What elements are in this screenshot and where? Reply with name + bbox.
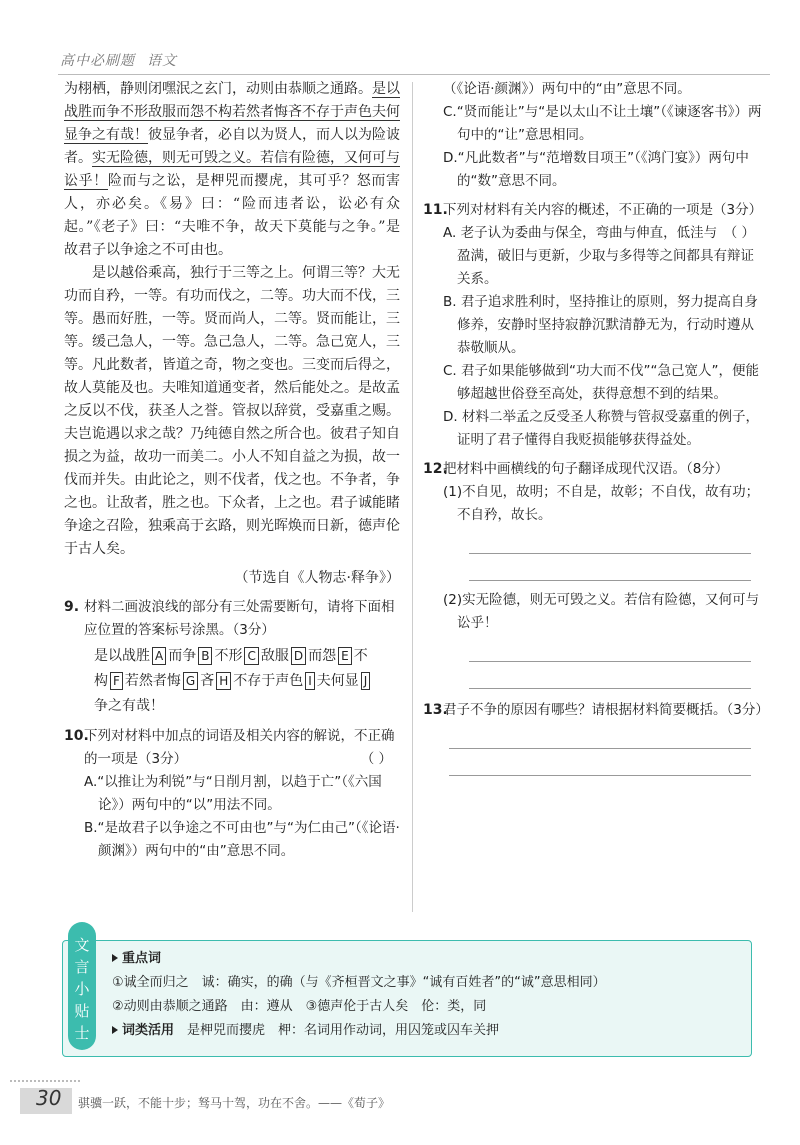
answer-box-d[interactable]: D bbox=[291, 647, 306, 665]
question-11 bbox=[423, 199, 763, 241]
running-header bbox=[60, 50, 177, 70]
sentence-fragment: 夫何显 bbox=[316, 673, 359, 689]
punctuation-choice-sentence bbox=[94, 644, 400, 719]
answer-box-h[interactable]: H bbox=[216, 672, 231, 690]
sentence-fragment: 构 bbox=[94, 673, 108, 689]
option-a[interactable]: A.“以推让为利锐”与“日削月割，以趋于亡”（《六国论》）两句中的“以”用法不同。 bbox=[84, 774, 382, 813]
answer-line[interactable] bbox=[469, 662, 751, 689]
right-column bbox=[423, 78, 769, 776]
sentence-fragment: 而怨 bbox=[308, 648, 337, 664]
passage-source: （节选自《人物志·释争》） bbox=[234, 570, 400, 586]
option-c[interactable]: C. 君子如果能够做到“功大而不伐”“急己宽人”，便能够超越世俗登至高处，获得意想不到的结果。 bbox=[443, 363, 759, 402]
option-b[interactable]: B. 君子追求胜利时，坚持推让的原则，努力提高自身修养，安静时坚持寂静沉默清静无为，行动时遵从恭敬顺从。 bbox=[443, 294, 758, 356]
passage-paragraph-1 bbox=[64, 78, 400, 262]
page-number: 30 bbox=[36, 1086, 62, 1110]
tips-item: ②动则由恭顺之通路 由：遵从 ③德声伦于古人矣 伦：类，同 bbox=[112, 999, 487, 1014]
answer-box-g[interactable]: G bbox=[183, 672, 198, 690]
passage-text: 彼显争者，必自以为贤人，而人以为险诐者。 bbox=[64, 127, 400, 166]
question-text: 材料二画波浪线的部分有三处需要断句，请将下面相应位置的答案标号涂黑。（3分） bbox=[84, 599, 395, 638]
tips-item: ①诚全而归之 诚：确实，的确（与《齐桓晋文之事》“诚有百姓者”的“诚”意思相同） bbox=[112, 975, 606, 990]
answer-box-e[interactable]: E bbox=[338, 647, 352, 665]
sentence-fragment: 争之有哉！ bbox=[94, 698, 164, 714]
question-number: 13. bbox=[423, 702, 448, 718]
header-rule bbox=[58, 74, 770, 75]
question-10 bbox=[64, 725, 400, 771]
question-9 bbox=[64, 596, 400, 719]
passage-paragraph-2: 是以越俗乘高，独行于三等之上。何谓三等？大无功而自矜，一等。有功而伐之，二等。功大而不伐，三等。愚而好胜，一等。贤而尚人，二等。贤而能让，三等。缓己急人，一等。急己急人，二等。急己宽人，三等。凡此数者，皆道之奇，物之变也。三变而后得之，故人莫能及也。夫唯知道通变者，然后能处之。是故孟之反以不伐，获圣人之誉。管叔以辞赏，受嘉重之赐。夫岂诡遇以求之哉？乃纯德自然之所合也。彼君子知自损之为益，故功一而美二。小人不知自益之为损，故一伐而并失。由此论之，则不伐者，伐之也。不争者，争之也。让敌者，胜之也。下众者，上之也。君子诚能睹争途之召险，独乘高于玄路，则光晖焕而日新，德声伦于古人矣。 bbox=[64, 265, 400, 557]
question-number: 11. bbox=[423, 202, 448, 218]
left-column bbox=[64, 78, 401, 859]
sub-question-2: (2)实无险德，则无可毁之义。若信有险德，又何可与讼乎！ bbox=[443, 592, 760, 631]
sentence-fragment: 不存于声色 bbox=[233, 673, 304, 689]
sentence-fragment: 吝 bbox=[200, 673, 215, 689]
answer-line[interactable] bbox=[449, 722, 751, 749]
answer-line[interactable] bbox=[449, 749, 751, 776]
tips-item: 是柙兕而撄虎 柙：名词用作动词，用囚笼或囚车关押 bbox=[187, 1023, 500, 1038]
question-number: 10. bbox=[64, 728, 89, 744]
answer-box-j[interactable]: J bbox=[361, 672, 371, 690]
question-number: 12. bbox=[423, 461, 448, 477]
answer-paren[interactable]: （ ） bbox=[723, 225, 755, 241]
question-text: 下列对材料中加点的词语及相关内容的解说，不正确的一项是（3分） bbox=[84, 728, 395, 767]
answer-box-c[interactable]: C bbox=[244, 647, 258, 665]
question-13 bbox=[423, 699, 769, 722]
triangle-icon bbox=[112, 1026, 118, 1034]
answer-box-i[interactable]: I bbox=[305, 672, 315, 690]
sentence-fragment: 是以战胜 bbox=[94, 648, 150, 664]
wavy-underlined-sentence: 是以战胜而争不形敌服而怨不构若然者悔吝不存于声色夫何显争之有哉！ bbox=[64, 81, 400, 143]
option-d[interactable]: D. 材料二举孟之反受圣人称赞与管叔受嘉重的例子，证明了君子懂得自我贬损能够获得益处。 bbox=[443, 409, 759, 448]
answer-line[interactable] bbox=[469, 635, 751, 662]
sentence-fragment: 若然者悔 bbox=[124, 673, 181, 689]
sentence-fragment: 不 bbox=[353, 648, 368, 664]
option-a[interactable]: A. 老子认为委曲与保全，弯曲与伸直，低洼与盈满，破旧与更新，少取与多得等之间都具有辩证关系。 bbox=[443, 225, 754, 287]
tips-heading-1: 重点词 bbox=[112, 947, 742, 971]
footer-quote: 骐骥一跃，不能十步；驽马十驾，功在不舍。——《荀子》 bbox=[78, 1096, 391, 1110]
triangle-icon bbox=[112, 954, 118, 962]
sub-question-1: (1)不自见，故明；不自是，故彰；不自伐，故有功；不自矜，故长。 bbox=[443, 484, 760, 523]
question-text: 君子不争的原因有哪些？请根据材料简要概括。（3分） bbox=[443, 702, 769, 718]
option-b[interactable]: B.“是故君子以争途之不可由也”与“为仁由己”（《论语·颜渊》）两句中的“由”意思不同。 bbox=[84, 820, 400, 859]
sentence-fragment: 敌服 bbox=[260, 648, 289, 664]
option-b-continued: （《论语·颜渊》）两句中的“由”意思不同。 bbox=[443, 81, 691, 97]
underlined-sentence: 实无险德，则无可毁之义。若信有险德，又何可与讼乎！ bbox=[64, 150, 400, 189]
answer-paren[interactable]: （ ） bbox=[360, 751, 392, 767]
subject-label: 语文 bbox=[147, 53, 177, 69]
answer-line[interactable] bbox=[469, 527, 751, 554]
answer-line[interactable] bbox=[469, 554, 751, 581]
question-12 bbox=[423, 458, 763, 481]
option-c[interactable]: C.“贤而能让”与“是以太山不让土壤”（《谏逐客书》）两句中的“让”意思相同。 bbox=[443, 104, 762, 143]
tips-content bbox=[112, 947, 742, 1043]
question-text: 下列对材料有关内容的概述，不正确的一项是（3分） bbox=[443, 202, 763, 218]
sentence-fragment: 不形 bbox=[214, 648, 243, 664]
footer-dots bbox=[10, 1080, 80, 1082]
tips-label: 文言小贴士 bbox=[68, 922, 96, 1050]
question-number: 9. bbox=[64, 599, 80, 615]
passage-text: 为栩栖，静则闭嘿泯之玄门，动则由恭顺之通路。 bbox=[64, 81, 372, 97]
passage-text: 险而与之讼，是柙兕而撄虎，其可乎？怒而害人，亦必矣。《易》曰：“险而违者讼，讼必有众起。”《老子》曰：“夫唯不争，故天下莫能与之争。”是故君子以争途之不可由也。 bbox=[64, 173, 401, 258]
column-divider bbox=[412, 82, 413, 912]
sentence-fragment: 而争 bbox=[168, 648, 197, 664]
tips-heading-2: 词类活用 是柙兕而撄虎 柙：名词用作动词，用囚笼或囚车关押 bbox=[112, 1019, 742, 1043]
book-title: 高中必刷题 bbox=[60, 53, 135, 69]
answer-box-f[interactable]: F bbox=[110, 672, 123, 690]
answer-box-a[interactable]: A bbox=[152, 647, 166, 665]
answer-box-b[interactable]: B bbox=[198, 647, 212, 665]
question-text: 把材料中画横线的句子翻译成现代汉语。（8分） bbox=[443, 461, 729, 477]
option-d[interactable]: D.“凡此数者”与“范增数目项王”（《鸿门宴》）两句中的“数”意思不同。 bbox=[443, 150, 749, 189]
